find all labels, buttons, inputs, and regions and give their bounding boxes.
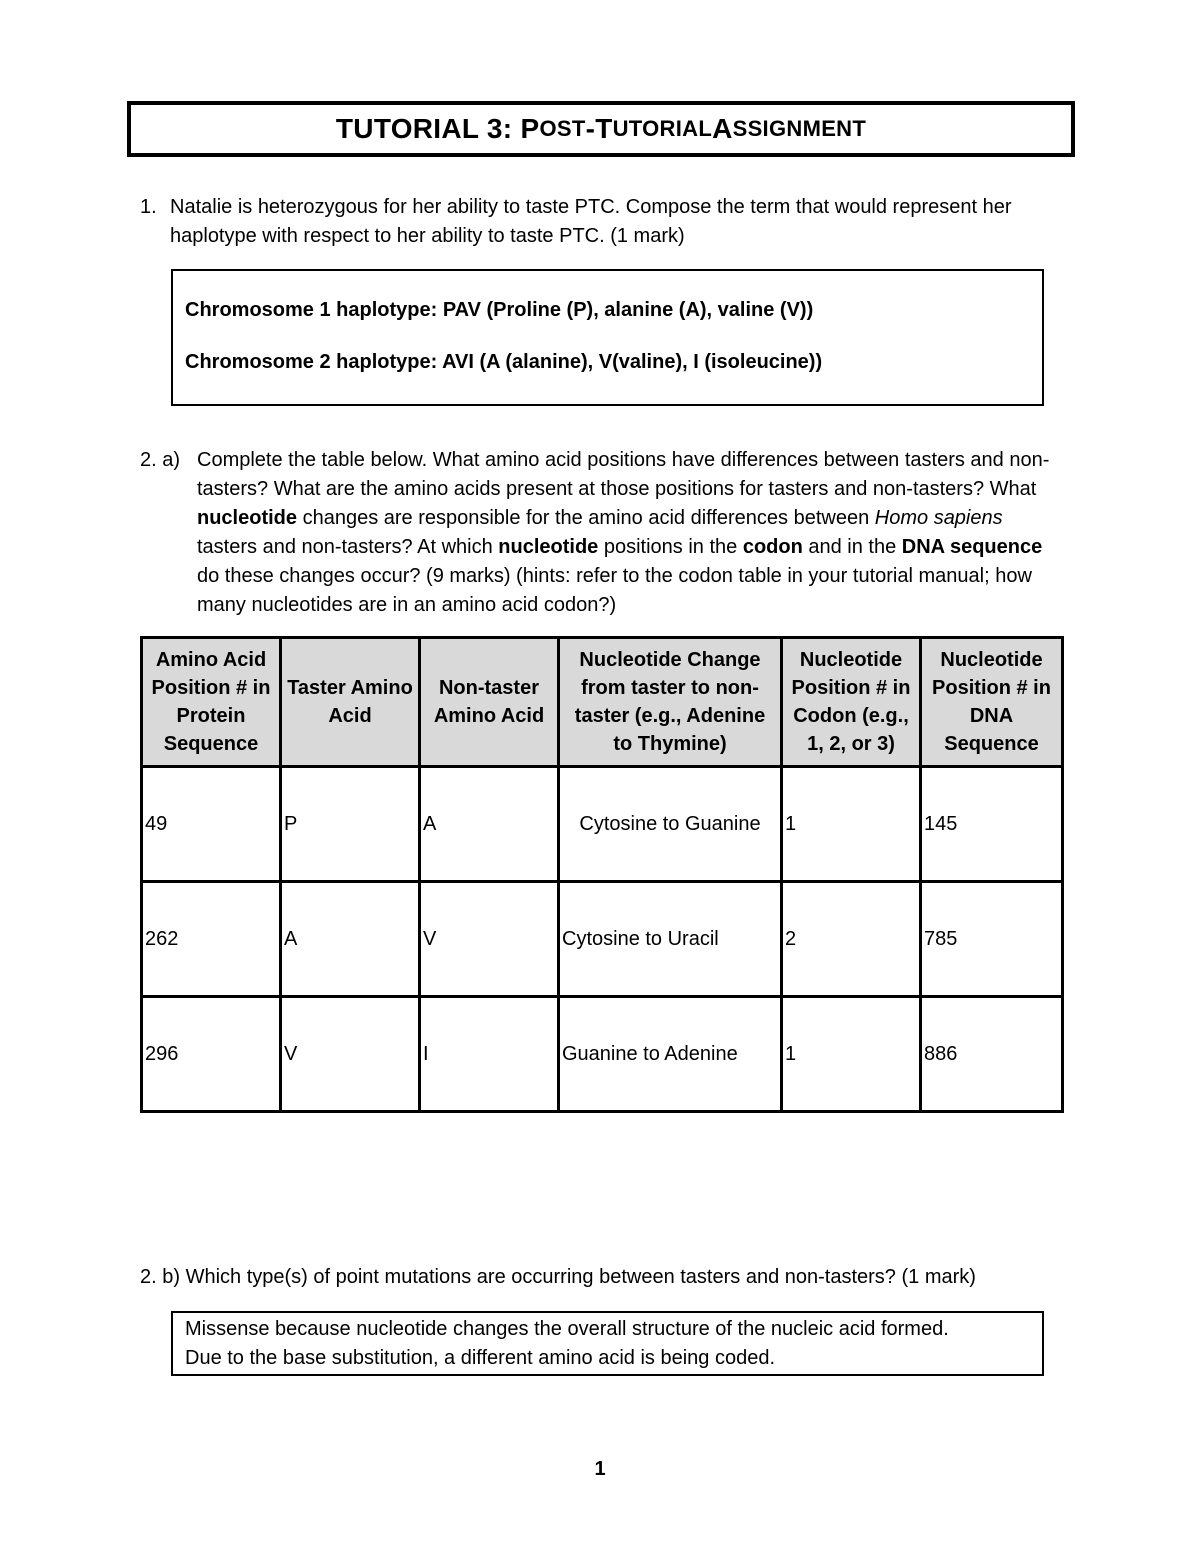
chromosome-2-haplotype: Chromosome 2 haplotype: AVI (A (alanine), V(valine), I (isoleucine)) xyxy=(185,351,823,373)
cell-dna-position: 785 xyxy=(921,882,1063,997)
cell-nontaster-aa: A xyxy=(420,767,559,882)
title-part-6: SSIGNMENT xyxy=(732,116,867,141)
chromosome-1-haplotype: Chromosome 1 haplotype: PAV (Proline (P), alanine (A), valine (V)) xyxy=(185,299,814,321)
cell-aa-position: 296 xyxy=(142,997,281,1112)
question-1-answer-box xyxy=(171,269,1044,406)
q2a-text-5: and in the xyxy=(802,536,902,558)
cell-dna-position: 145 xyxy=(921,767,1063,882)
question-2b-text: 2. b) Which type(s) of point mutations are occurring between tasters and non-tasters? (1 mark) xyxy=(140,1266,976,1288)
cell-taster-aa: P xyxy=(281,767,420,882)
title-part-4: UTORIAL xyxy=(612,116,713,141)
table-row xyxy=(142,882,1063,997)
cell-taster-aa: V xyxy=(281,997,420,1112)
header-codon-position: Nucleotide Position # in Codon (e.g., 1, 2, or 3) xyxy=(782,638,921,767)
header-taster-aa: Taster Amino Acid xyxy=(281,638,420,767)
header-aa-position: Amino Acid Position # in Protein Sequence xyxy=(142,638,281,767)
q2a-text-3: tasters and non-tasters? At which xyxy=(197,536,499,558)
question-2b-answer-box xyxy=(171,1311,1044,1376)
cell-nontaster-aa: V xyxy=(420,882,559,997)
table-row xyxy=(142,767,1063,882)
q2a-bold-nucleotide-2: nucleotide xyxy=(498,536,599,558)
cell-aa-position: 49 xyxy=(142,767,281,882)
header-nucleotide-change: Nucleotide Change from taster to non-taster (e.g., Adenine to Thymine) xyxy=(559,638,782,767)
question-1-text: Natalie is heterozygous for her ability to taste PTC. Compose the term that would represent her haplotype with respect to her ability to taste PTC. (1 mark) xyxy=(170,196,1012,247)
table-header-row xyxy=(142,638,1063,767)
question-2b-answer xyxy=(185,1315,1035,1373)
page-title xyxy=(127,101,1075,157)
table-row xyxy=(142,997,1063,1112)
q2a-bold-codon: codon xyxy=(742,536,803,558)
page-number: 1 xyxy=(594,1458,606,1480)
cell-codon-position: 2 xyxy=(782,882,921,997)
question-1-number: 1. xyxy=(140,196,157,218)
mutation-table xyxy=(140,636,1064,1113)
cell-codon-position: 1 xyxy=(782,767,921,882)
question-2a-number: 2. a) xyxy=(140,449,181,471)
cell-aa-position: 262 xyxy=(142,882,281,997)
q2a-bold-nucleotide-1: nucleotide xyxy=(197,507,298,529)
q2a-text-1: Complete the table below. What amino acid positions have differences between tasters and non-tasters? What are the amino acids present at those positions for tasters and non-tasters? What xyxy=(197,449,1050,500)
q2a-text-4: positions in the xyxy=(598,536,743,558)
title-part-1: TUTORIAL 3: P xyxy=(335,113,540,144)
title-part-5: A xyxy=(712,113,733,144)
cell-taster-aa: A xyxy=(281,882,420,997)
cell-nucleotide-change: Cytosine to Guanine xyxy=(559,767,782,882)
cell-codon-position: 1 xyxy=(782,997,921,1112)
cell-nucleotide-change: Cytosine to Uracil xyxy=(559,882,782,997)
q2a-text-2: changes are responsible for the amino acid differences between xyxy=(297,507,875,529)
q2a-bold-dna-sequence: DNA sequence xyxy=(901,536,1043,558)
cell-nucleotide-change: Guanine to Adenine xyxy=(559,997,782,1112)
cell-dna-position: 886 xyxy=(921,997,1063,1112)
question-2b-answer-line-2: Due to the base substitution, a different amino acid is being coded. xyxy=(185,1347,776,1369)
title-part-2: OST xyxy=(539,116,586,141)
header-nontaster-aa: Non-taster Amino Acid xyxy=(420,638,559,767)
q2a-text-6: do these changes occur? (9 marks) (hints: refer to the codon table in your tutorial manual; how many nucleotides are in an amino acid codon?) xyxy=(197,565,1032,616)
cell-nontaster-aa: I xyxy=(420,997,559,1112)
question-2b-answer-line-1: Missense because nucleotide changes the overall structure of the nucleic acid formed. xyxy=(185,1318,949,1340)
header-dna-position: Nucleotide Position # in DNA Sequence xyxy=(921,638,1063,767)
title-part-3: -T xyxy=(585,113,613,144)
question-2a-text xyxy=(197,446,1067,620)
q2a-italic-species: Homo sapiens xyxy=(874,507,1003,529)
